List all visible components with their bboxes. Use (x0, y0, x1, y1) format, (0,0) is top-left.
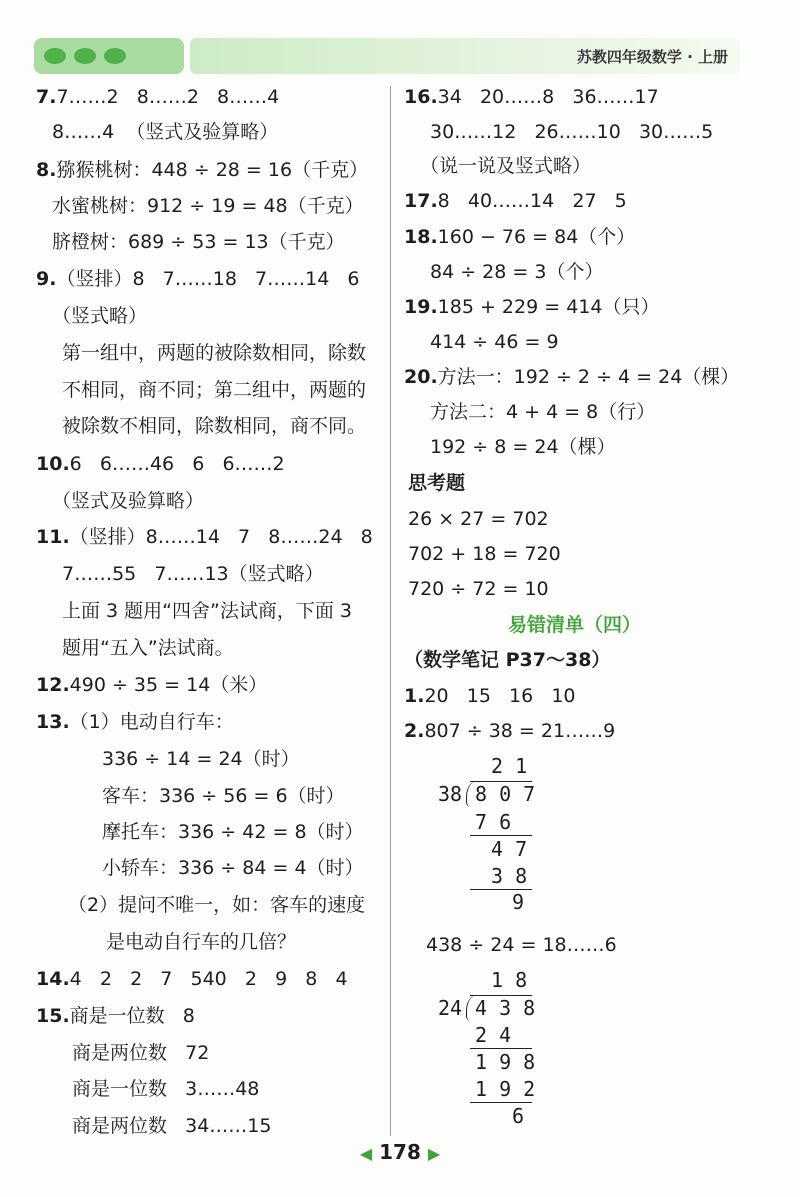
dot-icon (44, 48, 66, 64)
answer-line: 20.方法一：192 ÷ 2 ÷ 4 = 24（棵） (404, 366, 740, 388)
answer-line: 10.6 6……46 6 6……2 (36, 453, 285, 475)
answer-line: （说一说及竖式略） (420, 155, 592, 177)
answer-line: 18.160 − 76 = 84（个） (404, 226, 636, 248)
step-remainder: 1 9 8 (475, 1050, 536, 1074)
step-product: 3 8 (491, 864, 528, 888)
answer-line: 19.185 + 229 = 414（只） (404, 296, 660, 318)
header-decoration (34, 38, 184, 74)
answer-line: 13.（1）电动自行车： (36, 711, 234, 733)
answer-line: 方法二：4 + 4 = 8（行） (430, 401, 656, 423)
column-divider (390, 86, 391, 1136)
answer-line: 商是两位数 34……15 (72, 1115, 272, 1137)
answer-line: 16.34 20……8 36……17 (404, 86, 659, 108)
answer-line: 8……4 （竖式及验算略） (52, 121, 279, 143)
answer-line: 摩托车：336 ÷ 42 = 8（时） (102, 821, 364, 843)
notes-reference: （数学笔记 P37～38） (404, 649, 611, 671)
answer-line: 414 ÷ 46 = 9 (430, 331, 559, 353)
answer-line: 1.20 15 16 10 (404, 685, 576, 707)
answer-line: 是电动自行车的几倍？ (106, 931, 297, 953)
right-arrow-icon: ▶ (427, 1144, 441, 1163)
step-product: 1 9 2 (475, 1077, 536, 1101)
answer-line: （竖式及验算略） (52, 490, 205, 512)
answer-line: 8.猕猴桃树：448 ÷ 28 = 16（千克） (36, 159, 369, 181)
divisor: 24 (438, 996, 463, 1020)
answer-line: 12.490 ÷ 35 = 14（米） (36, 674, 268, 696)
answer-line: 17.8 40……14 27 5 (404, 190, 627, 212)
answer-line: 702 + 18 = 720 (408, 543, 561, 565)
answer-line: 2.807 ÷ 38 = 21……9 (404, 720, 616, 742)
left-arrow-icon: ◀ (359, 1144, 373, 1163)
dividend: 4 3 8 (475, 996, 536, 1020)
answer-line: 192 ÷ 8 = 24（棵） (430, 436, 616, 458)
answer-line: 水蜜桃树：912 ÷ 19 = 48（千克） (52, 195, 364, 217)
step-line (470, 1102, 532, 1103)
page-number (0, 1140, 800, 1164)
answer-line: 脐橙树：689 ÷ 53 = 13（千克） (52, 231, 345, 253)
step-line (470, 1048, 532, 1049)
divisor: 38 (438, 782, 463, 806)
dot-icon (104, 48, 126, 64)
answer-line: 客车：336 ÷ 56 = 6（时） (102, 785, 345, 807)
answer-line: 7……55 7……13（竖式略） (62, 563, 324, 585)
dividend: 8 0 7 (475, 782, 536, 806)
answer-line: （2）提问不唯一，如：客车的速度 (68, 894, 366, 916)
answer-line: 小轿车：336 ÷ 84 = 4（时） (102, 857, 364, 879)
answer-line: 11.（竖排）8……14 7 8……24 8 (36, 526, 373, 548)
answer-line: 上面 3 题用“四舍”法试商，下面 3 (62, 600, 352, 622)
answer-line: 438 ÷ 24 = 18……6 (426, 934, 617, 956)
step-product: 7 6 (475, 810, 512, 834)
final-remainder: 9 (512, 890, 525, 914)
step-remainder: 4 7 (491, 837, 528, 861)
answer-line: 336 ÷ 14 = 24（时） (102, 748, 300, 770)
page-number-text: 178 (379, 1140, 421, 1164)
final-remainder: 6 (512, 1104, 525, 1128)
step-line (470, 835, 532, 836)
quotient: 1 8 (491, 968, 528, 992)
answer-line: 7.7……2 8……2 8……4 (36, 86, 280, 108)
answer-line: 15.商是一位数 8 (36, 1005, 195, 1027)
answer-line: 30……12 26……10 30……5 (430, 121, 714, 143)
answer-line: 84 ÷ 28 = 3（个） (430, 261, 604, 283)
answer-line: 720 ÷ 72 = 10 (408, 578, 549, 600)
answer-line: 不相同，商不同；第二组中，两题的 (62, 379, 367, 401)
answer-line: 26 × 27 = 702 (408, 508, 549, 530)
answer-line: 9.（竖排）8 7……18 7……14 6 (36, 268, 360, 290)
book-title: 苏教四年级数学 · 上册 (576, 48, 728, 66)
section-heading-errors: 易错清单（四） (508, 614, 642, 636)
header-bar (190, 38, 740, 74)
section-heading-thinking: 思考题 (408, 472, 466, 494)
answer-line: 商是两位数 72 (72, 1042, 210, 1064)
answer-line: 被除数不相同，除数相同，商不同。 (62, 415, 367, 437)
step-product: 2 4 (475, 1023, 512, 1047)
answer-line: 商是一位数 3……48 (72, 1078, 260, 1100)
answer-line: 14.4 2 2 7 540 2 9 8 4 (36, 968, 348, 990)
quotient: 2 1 (491, 754, 528, 778)
answer-line: 题用“五入”法试商。 (62, 637, 234, 659)
answer-line: （竖式略） (52, 305, 148, 327)
dot-icon (74, 48, 96, 64)
answer-line: 第一组中，两题的被除数相同，除数 (62, 342, 367, 364)
